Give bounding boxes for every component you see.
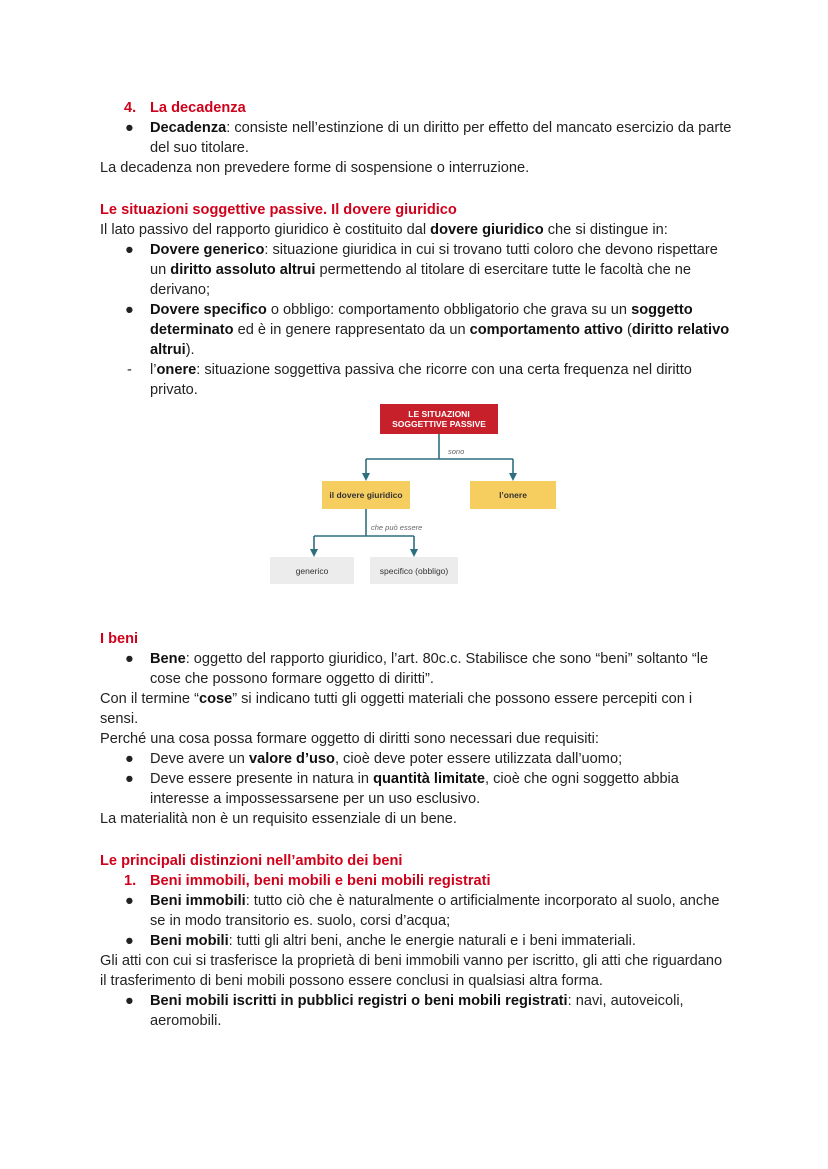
passive-situations-diagram bbox=[270, 404, 570, 588]
text: Il lato passivo del rapporto giuridico è costituito dal bbox=[100, 222, 431, 238]
definition: : oggetto del rapporto giuridico, l’art. 80c.c. Stabilisce che sono “beni” soltanto “le cose che possono formare oggetto di diritti”. bbox=[150, 651, 709, 687]
paragraph: Perché una cosa possa formare oggetto di diritti sono necessari due requisiti: bbox=[100, 731, 599, 747]
bullet-icon: ● bbox=[125, 893, 134, 909]
text: Con il termine “ bbox=[100, 691, 199, 707]
list-item bbox=[100, 360, 732, 400]
text: permettendo al titolare di esercitare tutte le facoltà che ne derivano; bbox=[150, 262, 692, 298]
section-heading: I beni bbox=[100, 631, 139, 647]
term: Dovere generico bbox=[150, 242, 265, 258]
section-subheading: La decadenza bbox=[150, 100, 246, 116]
term: dovere giuridico bbox=[430, 222, 544, 238]
list-item bbox=[100, 749, 732, 769]
subheading-row bbox=[100, 871, 732, 891]
bullet-icon: ● bbox=[125, 242, 134, 258]
text: che si distingue in: bbox=[543, 222, 668, 238]
term: comportamento attivo bbox=[469, 322, 623, 338]
text: : situazione giuridica in cui si trovano tutti coloro che devono rispettare un bbox=[150, 242, 718, 278]
bullet-icon: ● bbox=[125, 993, 134, 1009]
paragraph: Gli atti con cui si trasferisce la proprietà di beni immobili vanno per iscritto, gli atti che riguardano il trasferimento di beni mobili possono essere conclusi in qualsiasi altra forma. bbox=[100, 953, 723, 989]
term: Beni mobili iscritti in pubblici registri o beni mobili registrati bbox=[150, 993, 568, 1009]
text: ” si indicano tutti gli oggetti materiali che possono essere percepiti con i sensi. bbox=[100, 691, 693, 727]
bullet-icon: ● bbox=[125, 651, 134, 667]
diagram-node-onere: l’onere bbox=[470, 481, 556, 509]
text: ). bbox=[185, 342, 195, 358]
list-item bbox=[100, 118, 732, 158]
list-item bbox=[100, 240, 732, 300]
list-item bbox=[100, 300, 732, 360]
term: cose bbox=[198, 691, 233, 707]
term: soggetto determinato bbox=[150, 302, 693, 338]
section-beni bbox=[100, 629, 732, 829]
definition: : tutto ciò che è naturalmente o artificialmente incorporato al suolo, anche se in modo transitorio es. suolo, corsi d’acqua; bbox=[150, 893, 720, 929]
term: onere bbox=[156, 362, 197, 378]
diagram-root-node: LE SITUAZIONI SOGGETTIVE PASSIVE bbox=[380, 404, 498, 434]
label-sono: sono bbox=[448, 447, 465, 456]
dash-bullet-icon: - bbox=[127, 362, 132, 378]
term: diritto relativo altrui bbox=[150, 322, 730, 358]
bullet-icon: ● bbox=[125, 751, 134, 767]
text: Deve essere presente in natura in bbox=[150, 771, 374, 787]
heading-decadenza bbox=[100, 98, 732, 118]
bullet-icon: ● bbox=[125, 302, 134, 318]
list-item bbox=[100, 769, 732, 809]
term: valore d’uso bbox=[248, 751, 335, 767]
diagram-node-generico: generico bbox=[270, 557, 354, 584]
diagram-node-dovere: il dovere giuridico bbox=[322, 481, 410, 509]
list-number: 4. bbox=[124, 100, 137, 116]
paragraph: La materialità non è un requisito essenziale di un bene. bbox=[100, 811, 457, 827]
label-che-puo-essere: che può essere bbox=[371, 523, 423, 532]
bullet-icon: ● bbox=[125, 771, 134, 787]
term: Bene bbox=[150, 651, 186, 667]
term: diritto assoluto altrui bbox=[170, 262, 316, 278]
section-heading: Le situazioni soggettive passive. Il dovere giuridico bbox=[100, 202, 457, 218]
section-passive bbox=[100, 200, 732, 400]
term: quantità limitate bbox=[373, 771, 485, 787]
text: ed è in genere rappresentato da un bbox=[233, 322, 470, 338]
term: Decadenza bbox=[150, 120, 227, 136]
list-number: 1. bbox=[124, 873, 137, 889]
diagram-node-specifico: specifico (obbligo) bbox=[370, 557, 458, 584]
paragraph: La decadenza non prevedere forme di sospensione o interruzione. bbox=[100, 160, 530, 176]
definition: : tutti gli altri beni, anche le energie naturali e i beni immateriali. bbox=[228, 933, 636, 949]
definition: : navi, autoveicoli, aeromobili. bbox=[150, 993, 684, 1029]
text: , cioè che ogni soggetto abbia interesse a impossessarsene per un uso esclusivo. bbox=[150, 771, 679, 807]
paragraph bbox=[100, 689, 732, 729]
paragraph bbox=[100, 220, 732, 240]
term: Beni mobili bbox=[150, 933, 229, 949]
bullet-icon: ● bbox=[125, 933, 134, 949]
text: l’ bbox=[150, 362, 157, 378]
definition: : consiste nell’estinzione di un diritto per effetto del mancato esercizio da parte del suo titolare. bbox=[150, 120, 732, 156]
text: Deve avere un bbox=[150, 751, 249, 767]
section-heading: Le principali distinzioni nell’ambito dei beni bbox=[100, 853, 403, 869]
list-item bbox=[100, 991, 732, 1031]
section-distinzioni bbox=[100, 851, 732, 1031]
term: Dovere specifico bbox=[150, 302, 267, 318]
list-item bbox=[100, 891, 732, 931]
section-decadenza bbox=[100, 98, 732, 178]
text: , cioè deve poter essere utilizzata dall’uomo; bbox=[334, 751, 623, 767]
text: ( bbox=[622, 322, 632, 338]
list-item bbox=[100, 649, 732, 689]
term: Beni immobili bbox=[150, 893, 246, 909]
text: : situazione soggettiva passiva che ricorre con una certa frequenza nel diritto privato. bbox=[150, 362, 692, 398]
list-item bbox=[100, 931, 732, 951]
text: o obbligo: comportamento obbligatorio che grava su un bbox=[266, 302, 632, 318]
section-subheading: Beni immobili, beni mobili e beni mobili registrati bbox=[150, 873, 491, 889]
bullet-icon: ● bbox=[125, 120, 134, 136]
